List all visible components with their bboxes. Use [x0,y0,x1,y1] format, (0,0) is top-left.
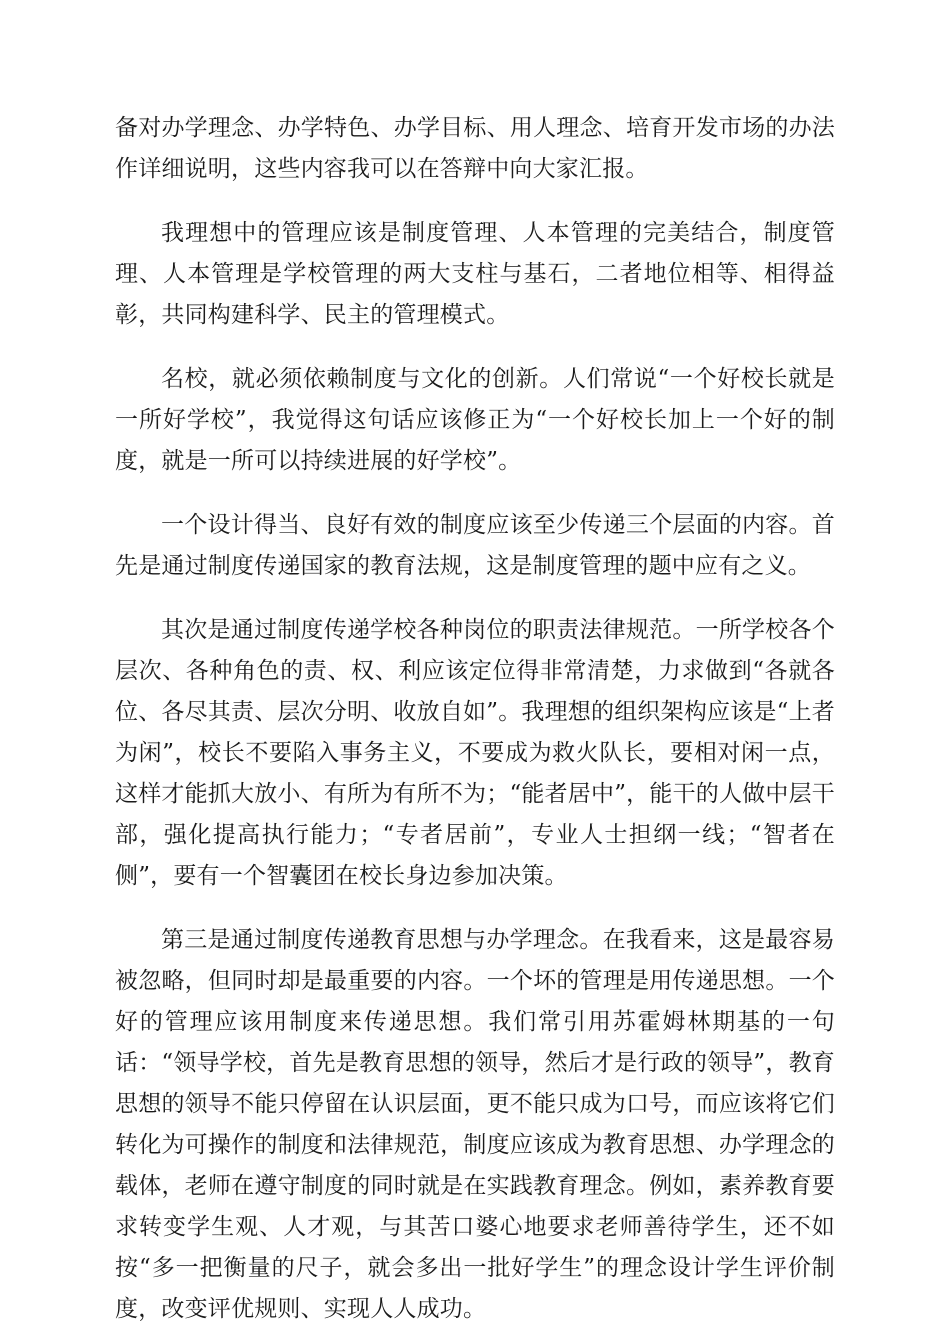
paragraph-famous-school: 名校，就必须依赖制度与文化的创新。人们常说“一个好校长就是一所好学校”，我觉得这句话应该修正为“一个好校长加上一个好的制度，就是一所可以持续进展的好学校”。 [115,366,835,474]
paragraph-three-levels: 一个设计得当、良好有效的制度应该至少传递三个层面的内容。首先是通过制度传递国家的教育法规，这是制度管理的题中应有之义。 [115,512,835,579]
paragraph-second-level: 其次是通过制度传递学校各种岗位的职责法律规范。一所学校各个层次、各种角色的责、权、利应该定位得非常清楚，力求做到“各就各位、各尽其责、层次分明、收放自如”。我理想的组织架构应该是“上者为闲”，校长不要陷入事务主义，不要成为救火队长，要相对闲一点，这样才能抓大放小、有所为有所不为；“能者居中”，能干的人做中层干部，强化提高执行能力；“专者居前”，专业人士担纲一线；“智者在侧”，要有一个智囊团在校长身边参加决策。 [115,617,835,889]
paragraph-third-level: 第三是通过制度传递教育思想与办学理念。在我看来，这是最容易被忽略，但同时却是最重要的内容。一个坏的管理是用传递思想。一个好的管理应该用制度来传递思想。我们常引用苏霍姆林期基的一句话：“领导学校，首先是教育思想的领导，然后才是行政的领导”，教育思想的领导不能只停留在认识层面，更不能只成为口号，而应该将它们转化为可操作的制度和法律规范，制度应该成为教育思想、办学理念的载体，老师在遵守制度的同时就是在实践教育理念。例如，素养教育要求转变学生观、人才观，与其苦口婆心地要求老师善待学生，还不如按“多一把衡量的尺子，就会多出一批好学生”的理念设计学生评价制度，改变评优规则、实现人人成功。 [115,927,835,1322]
paragraph-management-ideal: 我理想中的管理应该是制度管理、人本管理的完美结合，制度管理、人本管理是学校管理的两大支柱与基石，二者地位相等、相得益彰，共同构建科学、民主的管理模式。 [115,220,835,328]
document-body [115,108,835,1330]
paragraph-continuation: 备对办学理念、办学特色、办学目标、用人理念、培育开发市场的办法作详细说明，这些内容我可以在答辩中向大家汇报。 [115,115,835,182]
